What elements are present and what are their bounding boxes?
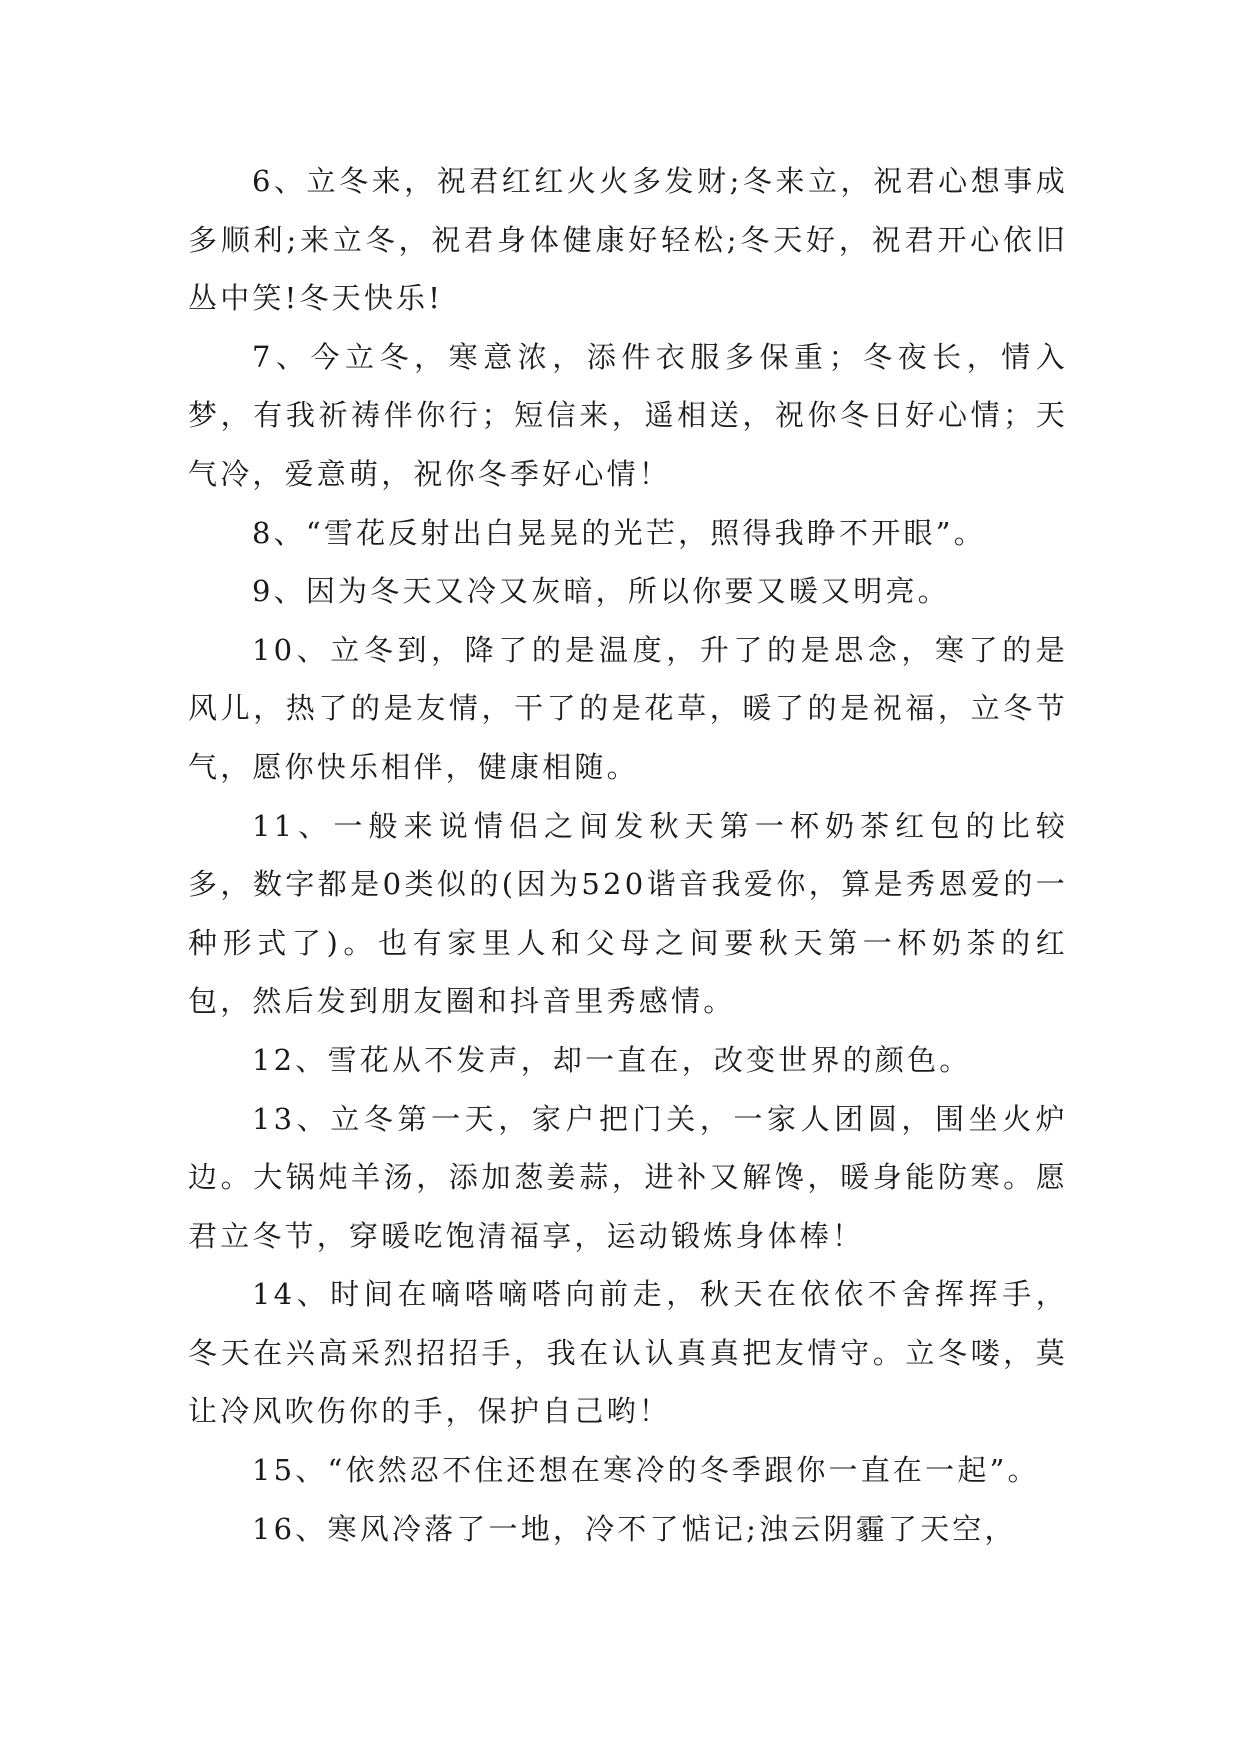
paragraph-11: 11、一般来说情侣之间发秋天第一杯奶茶红包的比较多，数字都是0类似的(因为520谐音我爱你，算是秀恩爱的一种形式了)。也有家里人和父母之间要秋天第一杯奶茶的红包，然后发到朋友圈和抖音里秀感情。 — [188, 808, 1068, 1019]
paragraph-12: 12、雪花从不发声，却一直在，改变世界的颜色。 — [252, 1042, 972, 1077]
paragraph-14: 14、时间在嘀嗒嘀嗒向前走，秋天在依依不舍挥挥手，冬天在兴高采烈招招手，我在认认真真把友情守。立冬喽，莫让冷风吹伤你的手，保护自己哟！ — [188, 1277, 1068, 1429]
paragraph-9: 9、因为冬天又冷又灰暗，所以你要又暖又明亮。 — [252, 574, 950, 609]
paragraph-7: 7、今立冬，寒意浓，添件衣服多保重；冬夜长，情入梦，有我祈祷伴你行；短信来，遥相送，祝你冬日好心情；天气冷，爱意萌，祝你冬季好心情！ — [188, 339, 1068, 491]
paragraph-10: 10、立冬到，降了的是温度，升了的是思念，寒了的是风儿，热了的是友情，干了的是花草，暖了的是祝福，立冬节气，愿你快乐相伴，健康相随。 — [188, 632, 1068, 784]
paragraph-8: 8、“雪花反射出白晃晃的光芒，照得我睁不开眼”。 — [252, 515, 986, 550]
paragraph-15: 15、“依然忍不住还想在寒冷的冬季跟你一直在一起”。 — [252, 1453, 1040, 1488]
document-body — [188, 152, 1068, 1558]
paragraph-13: 13、立冬第一天，家户把门关，一家人团圆，围坐火炉边。大锅炖羊汤，添加葱姜蒜，进补又解馋，暖身能防寒。愿君立冬节，穿暖吃饱清福享，运动锻炼身体棒！ — [188, 1101, 1068, 1253]
paragraph-6: 6、立冬来，祝君红红火火多发财;冬来立，祝君心想事成多顺利;来立冬，祝君身体健康好轻松;冬天好，祝君开心依旧丛中笑!冬天快乐! — [188, 164, 1068, 316]
paragraph-16: 16、寒风冷落了一地，冷不了惦记;浊云阴霾了天空， — [252, 1511, 1017, 1546]
